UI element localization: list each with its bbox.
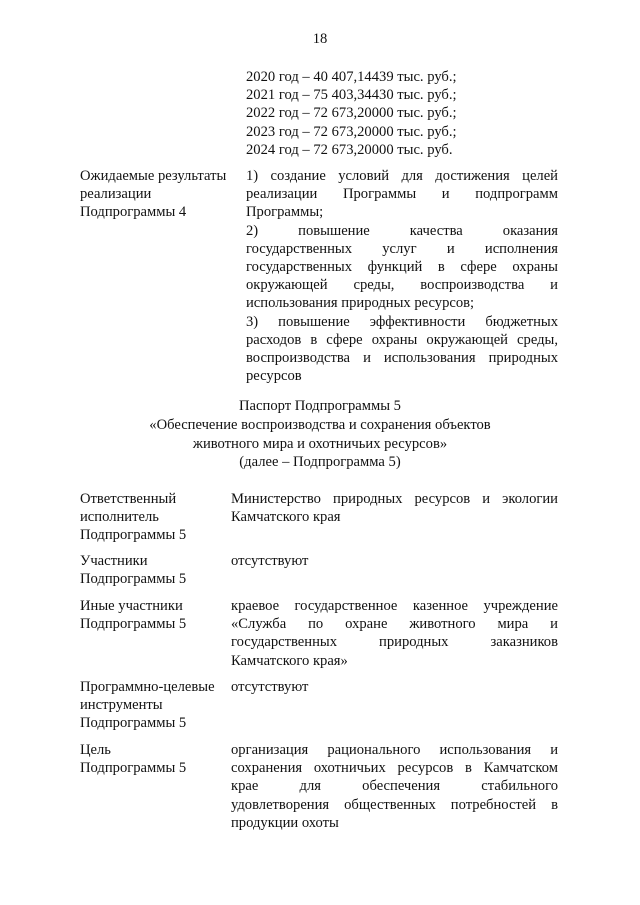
row-label (80, 597, 225, 633)
passport-title-line: животного мира и охотничьих ресурсов» (192, 435, 448, 452)
page-number: 18 (312, 31, 328, 47)
value-line: государственных функций в сфере охраны (246, 258, 558, 275)
value-line: удовлетворения общественных потребностей в (231, 796, 558, 813)
value-line: 2) повышение качества оказания (246, 222, 558, 239)
value-line: краевое государственное казенное учреждение (231, 598, 558, 614)
value-line: 1) создание условий для достижения целей (246, 168, 558, 184)
passport-title-line: «Обеспечение воспроизводства и сохранения объектов (149, 416, 491, 433)
label-line: Цель (80, 742, 111, 758)
passport-title-line: (далее – Подпрограмма 5) (239, 454, 401, 471)
label-line: Подпрограммы 5 (80, 616, 187, 633)
value-line: воспроизводства и использования природных (246, 349, 558, 366)
value-line: ресурсов (246, 368, 302, 385)
label-line: Подпрограммы 5 (80, 571, 187, 588)
value-line: окружающей среды, воспроизводства и (246, 277, 558, 294)
label-line: исполнитель (80, 509, 159, 526)
value-line: реализации Программы и подпрограмм (246, 186, 558, 203)
value-line: государственных услуг и исполнения (246, 240, 558, 257)
funding-by-year (246, 68, 457, 159)
value-line: продукции охоты (231, 814, 339, 831)
funding-line-2023: 2023 год – 72 673,20000 тыс. руб.; (246, 123, 457, 140)
expected-results-value (246, 167, 558, 385)
funding-line-2022: 2022 год – 72 673,20000 тыс. руб.; (246, 105, 457, 122)
value-line: государственных природных заказников (231, 634, 558, 651)
value-line: использования природных ресурсов; (246, 295, 475, 312)
value-line: расходов в сфере охраны окружающей среды, (246, 331, 558, 348)
label-line: реализации (80, 186, 152, 203)
funding-line-2021: 2021 год – 75 403,34430 тыс. руб.; (246, 87, 457, 104)
value-line: Камчатского края» (231, 652, 348, 669)
value-line: Камчатского края (231, 509, 341, 526)
passport-title (0, 397, 640, 472)
value-line: 3) повышение эффективности бюджетных (246, 313, 558, 330)
value-line: отсутствуют (231, 679, 309, 695)
expected-results-label (80, 167, 240, 222)
row-value (231, 678, 558, 696)
label-line: Ответственный (80, 491, 177, 507)
value-line: сохранения охотничьих ресурсов в Камчатском (231, 760, 558, 777)
label-line: Подпрограммы 5 (80, 760, 187, 777)
row-value (231, 597, 558, 670)
value-line: Программы; (246, 204, 324, 221)
label-line: Участники (80, 553, 148, 569)
value-line: отсутствуют (231, 553, 309, 569)
passport-title-line: Паспорт Подпрограммы 5 (239, 398, 401, 414)
label-line: Программно-целевые (80, 679, 215, 695)
value-line: организация рационального использования и (231, 742, 558, 758)
label-line: Подпрограммы 5 (80, 527, 187, 544)
row-value (231, 741, 558, 832)
row-label (80, 552, 225, 588)
label-line: Подпрограммы 5 (80, 715, 187, 732)
label-line: Ожидаемые результаты (80, 168, 227, 184)
row-label (80, 678, 225, 733)
label-line: Подпрограммы 4 (80, 204, 187, 221)
row-label (80, 741, 225, 777)
row-value (231, 490, 558, 526)
value-line: «Служба по охране животного мира и (231, 616, 558, 633)
label-line: инструменты (80, 697, 163, 714)
label-line: Иные участники (80, 598, 183, 614)
funding-line-2024: 2024 год – 72 673,20000 тыс. руб. (246, 141, 453, 158)
value-line: крае для обеспечения стабильного (231, 778, 558, 795)
value-line: Министерство природных ресурсов и экологии (231, 491, 558, 507)
row-value (231, 552, 558, 570)
funding-line-2020: 2020 год – 40 407,14439 тыс. руб.; (246, 69, 457, 85)
row-label (80, 490, 225, 545)
